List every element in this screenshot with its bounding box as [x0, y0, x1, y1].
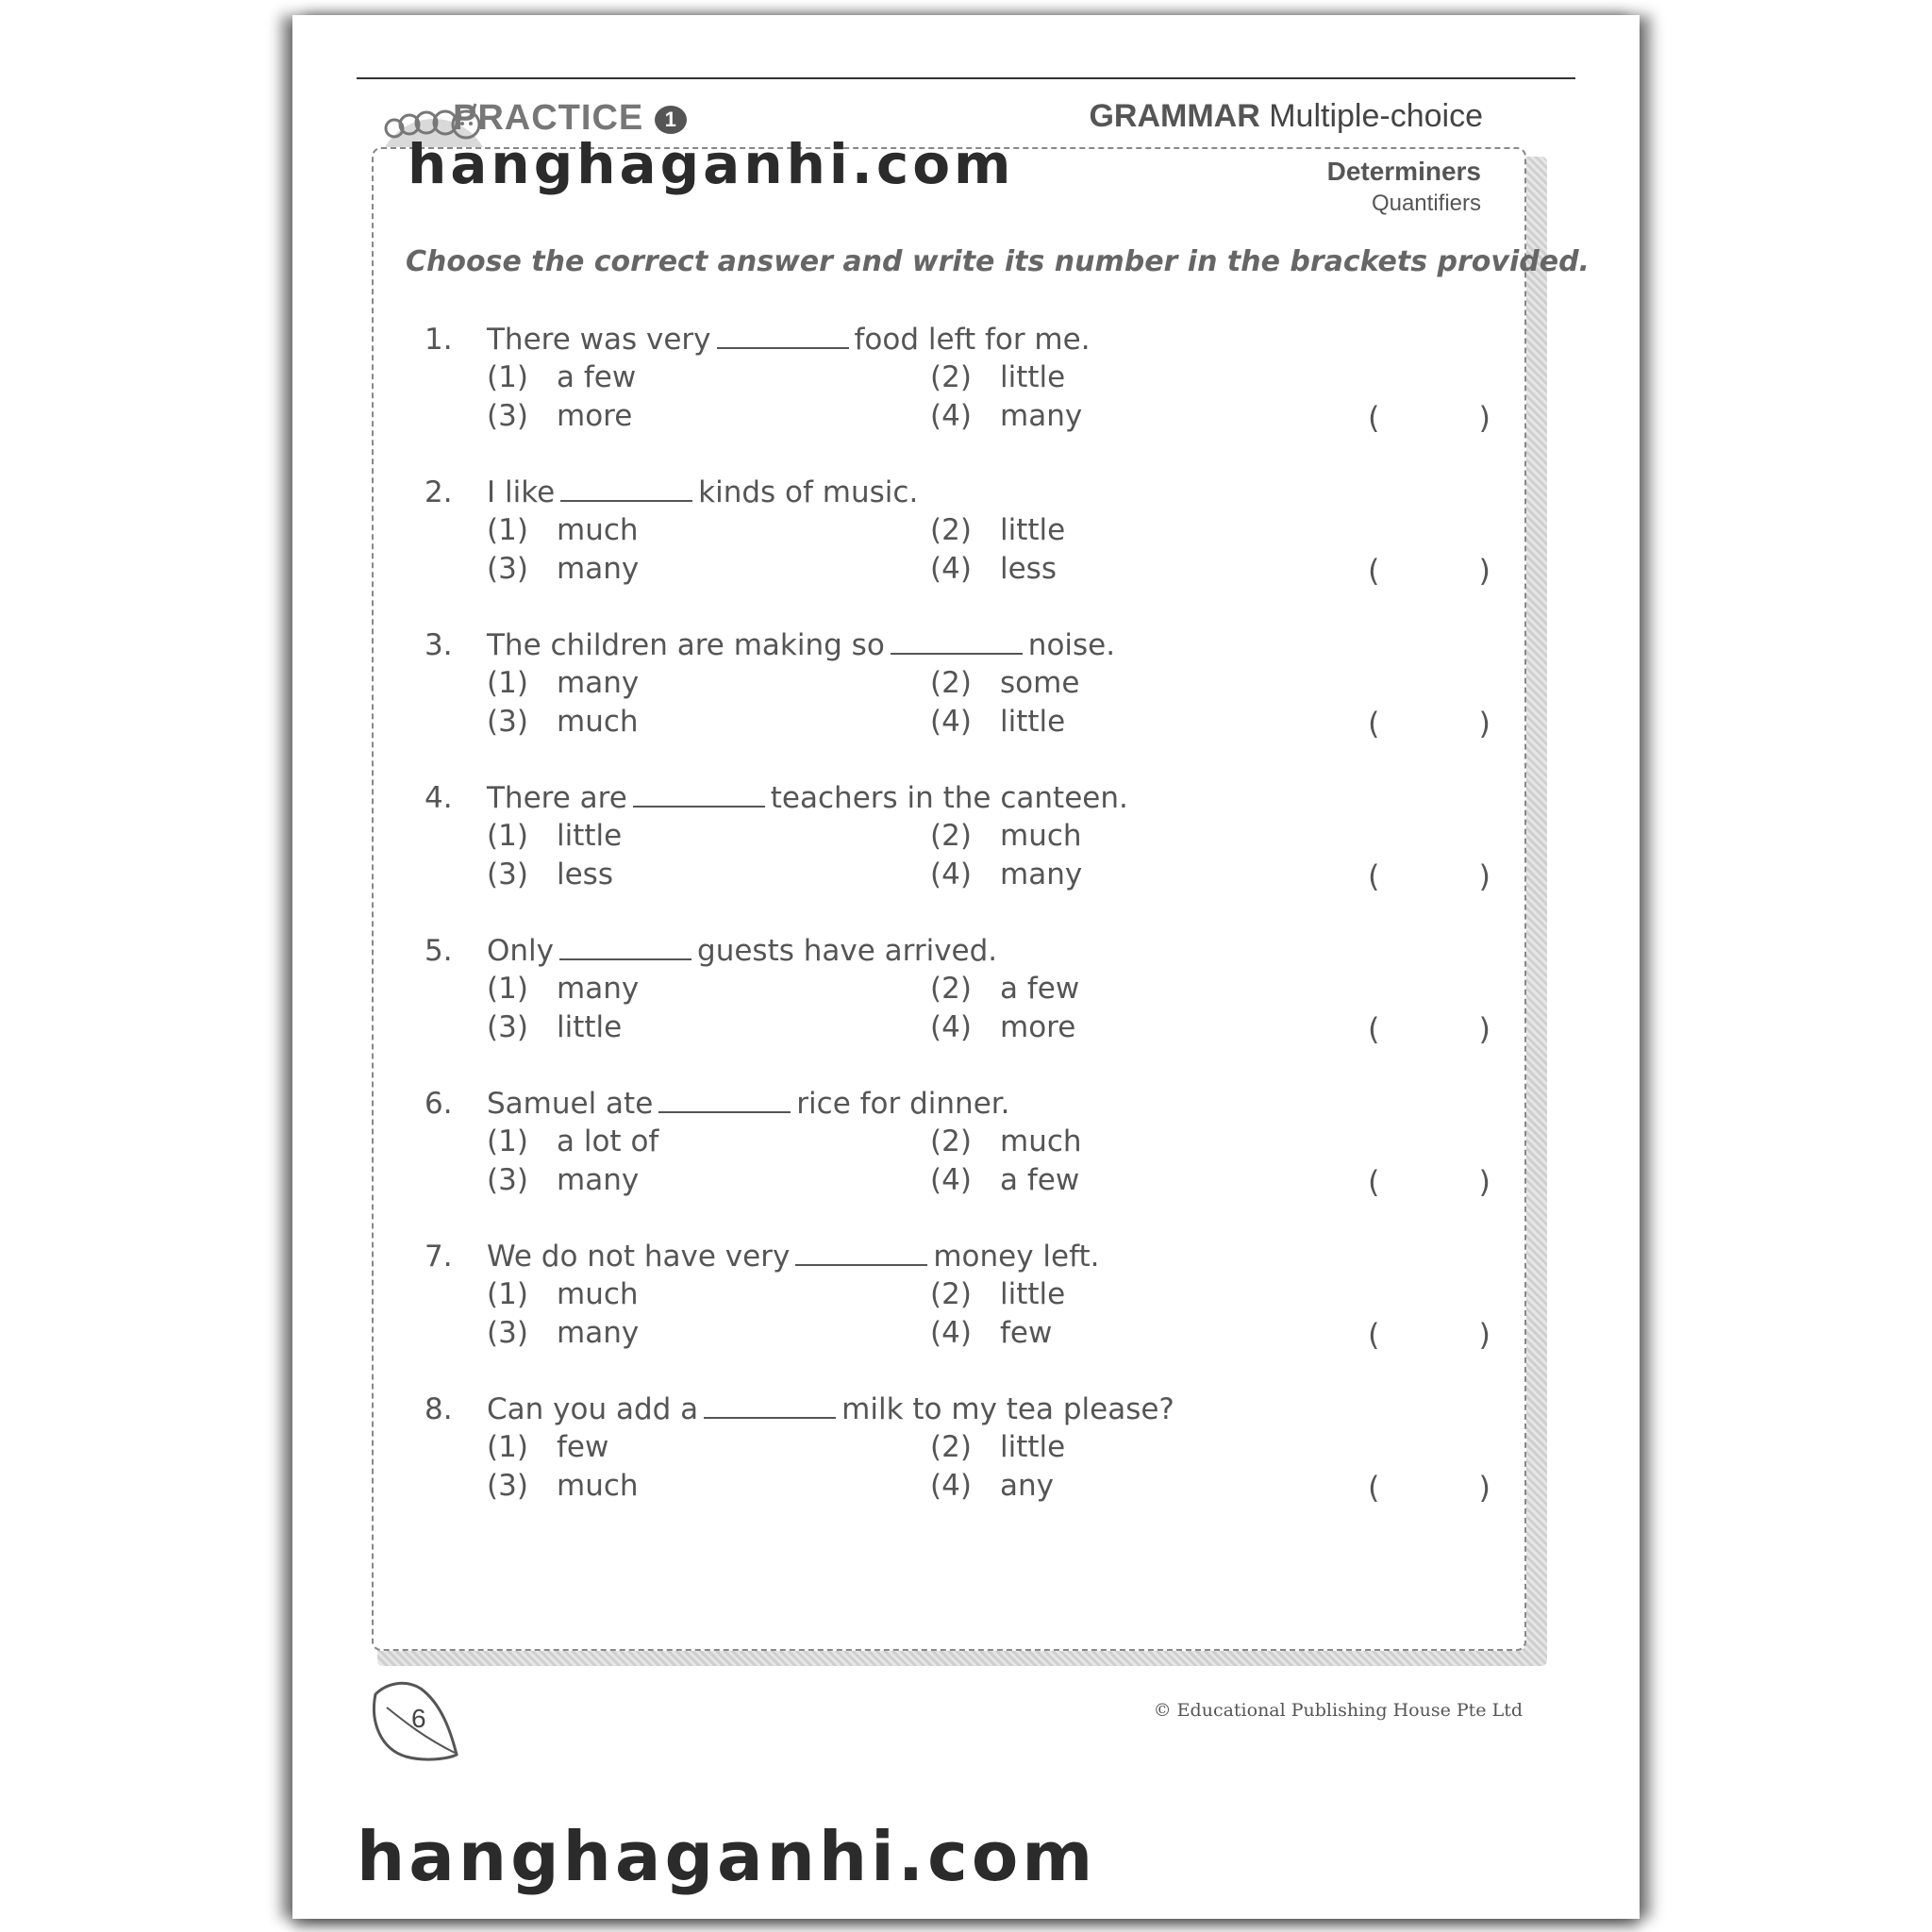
- answer-blank[interactable]: [633, 783, 765, 808]
- stem-before: Only: [487, 934, 555, 968]
- question-number: 3.: [425, 628, 453, 662]
- option-number: (3): [487, 1469, 528, 1503]
- stem-before: There are: [487, 781, 627, 815]
- question-number: 7.: [425, 1240, 453, 1274]
- option-text: little: [1000, 1277, 1066, 1311]
- option-text: much: [1000, 819, 1082, 853]
- answer-blank[interactable]: [795, 1241, 927, 1266]
- answer-blank[interactable]: [560, 477, 692, 502]
- option: [487, 1163, 639, 1197]
- option-number: (4): [930, 399, 972, 433]
- bracket-open: (: [1368, 1470, 1380, 1506]
- option-text: little: [1000, 705, 1066, 739]
- question-number: 8.: [425, 1392, 453, 1426]
- bracket-close: ): [1478, 553, 1491, 589]
- option-number: (1): [487, 1124, 528, 1158]
- option-number: (3): [487, 552, 528, 586]
- answer-brackets[interactable]: [1368, 1011, 1491, 1047]
- option-number: (1): [487, 819, 528, 853]
- question-stem: [487, 628, 1115, 662]
- option-number: (2): [930, 666, 972, 700]
- option-text: many: [557, 972, 640, 1006]
- stem-after: kinds of music.: [698, 475, 919, 509]
- answer-brackets[interactable]: [1368, 858, 1491, 894]
- option: [487, 819, 622, 853]
- bracket-open: (: [1368, 858, 1380, 894]
- stem-before: I like: [487, 475, 556, 509]
- practice-number: 1: [655, 106, 687, 134]
- option: [487, 1010, 622, 1044]
- bracket-open: (: [1368, 1164, 1380, 1200]
- option-number: (1): [487, 972, 528, 1006]
- option-number: (3): [487, 705, 528, 739]
- stem-before: We do not have very: [487, 1240, 791, 1274]
- practice-text: PRACTICE: [453, 98, 644, 138]
- option-number: (2): [930, 513, 972, 547]
- option-text: a few: [1000, 1163, 1080, 1197]
- bracket-close: ): [1478, 1470, 1491, 1506]
- subtopic-title: Quantifiers: [1371, 191, 1481, 216]
- option-text: many: [557, 1163, 640, 1197]
- option: [487, 1277, 639, 1311]
- question-stem: [487, 781, 1128, 815]
- option-text: few: [557, 1430, 609, 1464]
- option: [930, 1124, 1082, 1158]
- option-text: some: [1000, 666, 1080, 700]
- option: [930, 1316, 1052, 1350]
- option-text: much: [557, 705, 639, 739]
- option-number: (3): [487, 1163, 528, 1197]
- question-stem: [487, 1392, 1174, 1426]
- option-text: few: [1000, 1316, 1053, 1350]
- stem-before: Samuel ate: [487, 1087, 654, 1121]
- bracket-open: (: [1368, 400, 1380, 436]
- answer-blank[interactable]: [658, 1089, 791, 1113]
- topic-title: Determiners: [1326, 157, 1481, 186]
- option-number: (4): [930, 858, 972, 891]
- option-number: (3): [487, 1316, 528, 1350]
- option-text: much: [557, 1469, 639, 1503]
- stem-after: milk to my tea please?: [841, 1392, 1174, 1426]
- section-heading: [1089, 98, 1483, 135]
- stem-after: noise.: [1027, 628, 1116, 662]
- top-rule: [357, 77, 1575, 79]
- option: [930, 1277, 1065, 1311]
- option: [487, 666, 639, 700]
- bracket-open: (: [1368, 706, 1380, 741]
- option-text: little: [557, 819, 623, 853]
- question-stem: [487, 934, 997, 968]
- option-number: (4): [930, 1469, 972, 1503]
- bracket-open: (: [1368, 553, 1380, 589]
- option-text: much: [557, 1277, 639, 1311]
- option: [930, 399, 1082, 433]
- bracket-close: ): [1478, 1164, 1491, 1200]
- question-number: 2.: [425, 475, 453, 509]
- option: [487, 1124, 658, 1158]
- option-text: many: [1000, 858, 1083, 891]
- option: [930, 552, 1057, 586]
- option: [930, 360, 1065, 394]
- answer-brackets[interactable]: [1368, 706, 1491, 741]
- option-text: many: [557, 552, 640, 586]
- option-number: (2): [930, 1277, 972, 1311]
- option: [487, 399, 632, 433]
- option-number: (3): [487, 399, 528, 433]
- answer-blank[interactable]: [717, 325, 849, 349]
- question-stem: [487, 475, 918, 509]
- instruction-text: Choose the correct answer and write its number in the brackets provided.: [406, 245, 1590, 278]
- bracket-open: (: [1368, 1317, 1380, 1353]
- option: [487, 1469, 639, 1503]
- option: [930, 819, 1082, 853]
- answer-brackets[interactable]: [1368, 1317, 1491, 1353]
- option-text: a lot of: [557, 1124, 659, 1158]
- stem-before: There was very: [487, 323, 711, 357]
- bracket-close: ): [1478, 400, 1491, 436]
- copyright-text: © Educational Publishing House Pte Ltd: [1153, 1700, 1523, 1721]
- option-text: less: [557, 858, 613, 891]
- question-number: 1.: [425, 323, 453, 357]
- question-number: 6.: [425, 1087, 453, 1121]
- answer-blank[interactable]: [704, 1394, 836, 1419]
- question-stem: [487, 1087, 1010, 1121]
- worksheet-page: [292, 15, 1640, 1919]
- section-title: Multiple-choice: [1269, 98, 1483, 134]
- watermark-top: hanghaganhi.com: [408, 132, 1015, 196]
- stem-before: The children are making so: [487, 628, 885, 662]
- question-stem: [487, 323, 1091, 357]
- option: [487, 858, 613, 891]
- option: [487, 360, 636, 394]
- option-text: much: [557, 513, 639, 547]
- option: [487, 705, 639, 739]
- stem-after: teachers in the canteen.: [770, 781, 1128, 815]
- option-text: a few: [1000, 972, 1080, 1006]
- option-text: little: [1000, 360, 1066, 394]
- bracket-close: ): [1478, 858, 1491, 894]
- answer-blank[interactable]: [559, 936, 691, 960]
- option-number: (2): [930, 819, 972, 853]
- option-text: much: [1000, 1124, 1082, 1158]
- option: [930, 1163, 1079, 1197]
- option: [930, 972, 1079, 1006]
- option: [487, 972, 639, 1006]
- option-number: (3): [487, 1010, 528, 1044]
- answer-brackets[interactable]: [1368, 553, 1491, 589]
- option: [930, 513, 1065, 547]
- option-number: (1): [487, 1277, 528, 1311]
- option-number: (1): [487, 1430, 528, 1464]
- option-text: a few: [557, 360, 637, 394]
- stem-after: food left for me.: [854, 323, 1091, 357]
- option: [930, 705, 1065, 739]
- option-number: (4): [930, 705, 972, 739]
- page-number-leaf: [368, 1675, 462, 1770]
- question-number: 4.: [425, 781, 453, 815]
- option-text: more: [1000, 1010, 1076, 1044]
- answer-blank[interactable]: [891, 630, 1023, 655]
- page-number: 6: [411, 1704, 426, 1733]
- stem-after: rice for dinner.: [796, 1087, 1010, 1121]
- option-number: (4): [930, 1163, 972, 1197]
- section-bold: GRAMMAR: [1089, 98, 1260, 134]
- option: [930, 1010, 1075, 1044]
- option-number: (2): [930, 1430, 972, 1464]
- stem-before: Can you add a: [487, 1392, 699, 1426]
- bracket-close: ): [1478, 1317, 1491, 1353]
- option: [487, 1430, 608, 1464]
- option-number: (3): [487, 858, 528, 891]
- option-text: little: [1000, 513, 1066, 547]
- option: [487, 513, 639, 547]
- topic-block: [1327, 157, 1481, 217]
- option: [930, 858, 1082, 891]
- option-number: (1): [487, 360, 528, 394]
- stem-after: guests have arrived.: [697, 934, 998, 968]
- bracket-close: ): [1478, 706, 1491, 741]
- option-text: many: [557, 1316, 640, 1350]
- watermark-bottom: hanghaganhi.com: [357, 1817, 1097, 1896]
- answer-brackets[interactable]: [1368, 1164, 1491, 1200]
- option-text: many: [557, 666, 640, 700]
- option-number: (1): [487, 666, 528, 700]
- question-stem: [487, 1240, 1099, 1274]
- option: [930, 666, 1079, 700]
- answer-brackets[interactable]: [1368, 1470, 1491, 1506]
- option: [930, 1469, 1054, 1503]
- option-number: (2): [930, 972, 972, 1006]
- option-text: little: [557, 1010, 623, 1044]
- bracket-close: ): [1478, 1011, 1491, 1047]
- bracket-open: (: [1368, 1011, 1380, 1047]
- option-number: (4): [930, 1010, 972, 1044]
- option-text: many: [1000, 399, 1083, 433]
- option: [930, 1430, 1065, 1464]
- option: [487, 1316, 639, 1350]
- option-number: (4): [930, 1316, 972, 1350]
- option-number: (1): [487, 513, 528, 547]
- option-number: (4): [930, 552, 972, 586]
- option: [487, 552, 639, 586]
- option-number: (2): [930, 360, 972, 394]
- question-number: 5.: [425, 934, 453, 968]
- option-text: little: [1000, 1430, 1066, 1464]
- option-text: more: [557, 399, 633, 433]
- option-text: any: [1000, 1469, 1054, 1503]
- stem-after: money left.: [933, 1240, 1100, 1274]
- answer-brackets[interactable]: [1368, 400, 1491, 436]
- option-number: (2): [930, 1124, 972, 1158]
- option-text: less: [1000, 552, 1057, 586]
